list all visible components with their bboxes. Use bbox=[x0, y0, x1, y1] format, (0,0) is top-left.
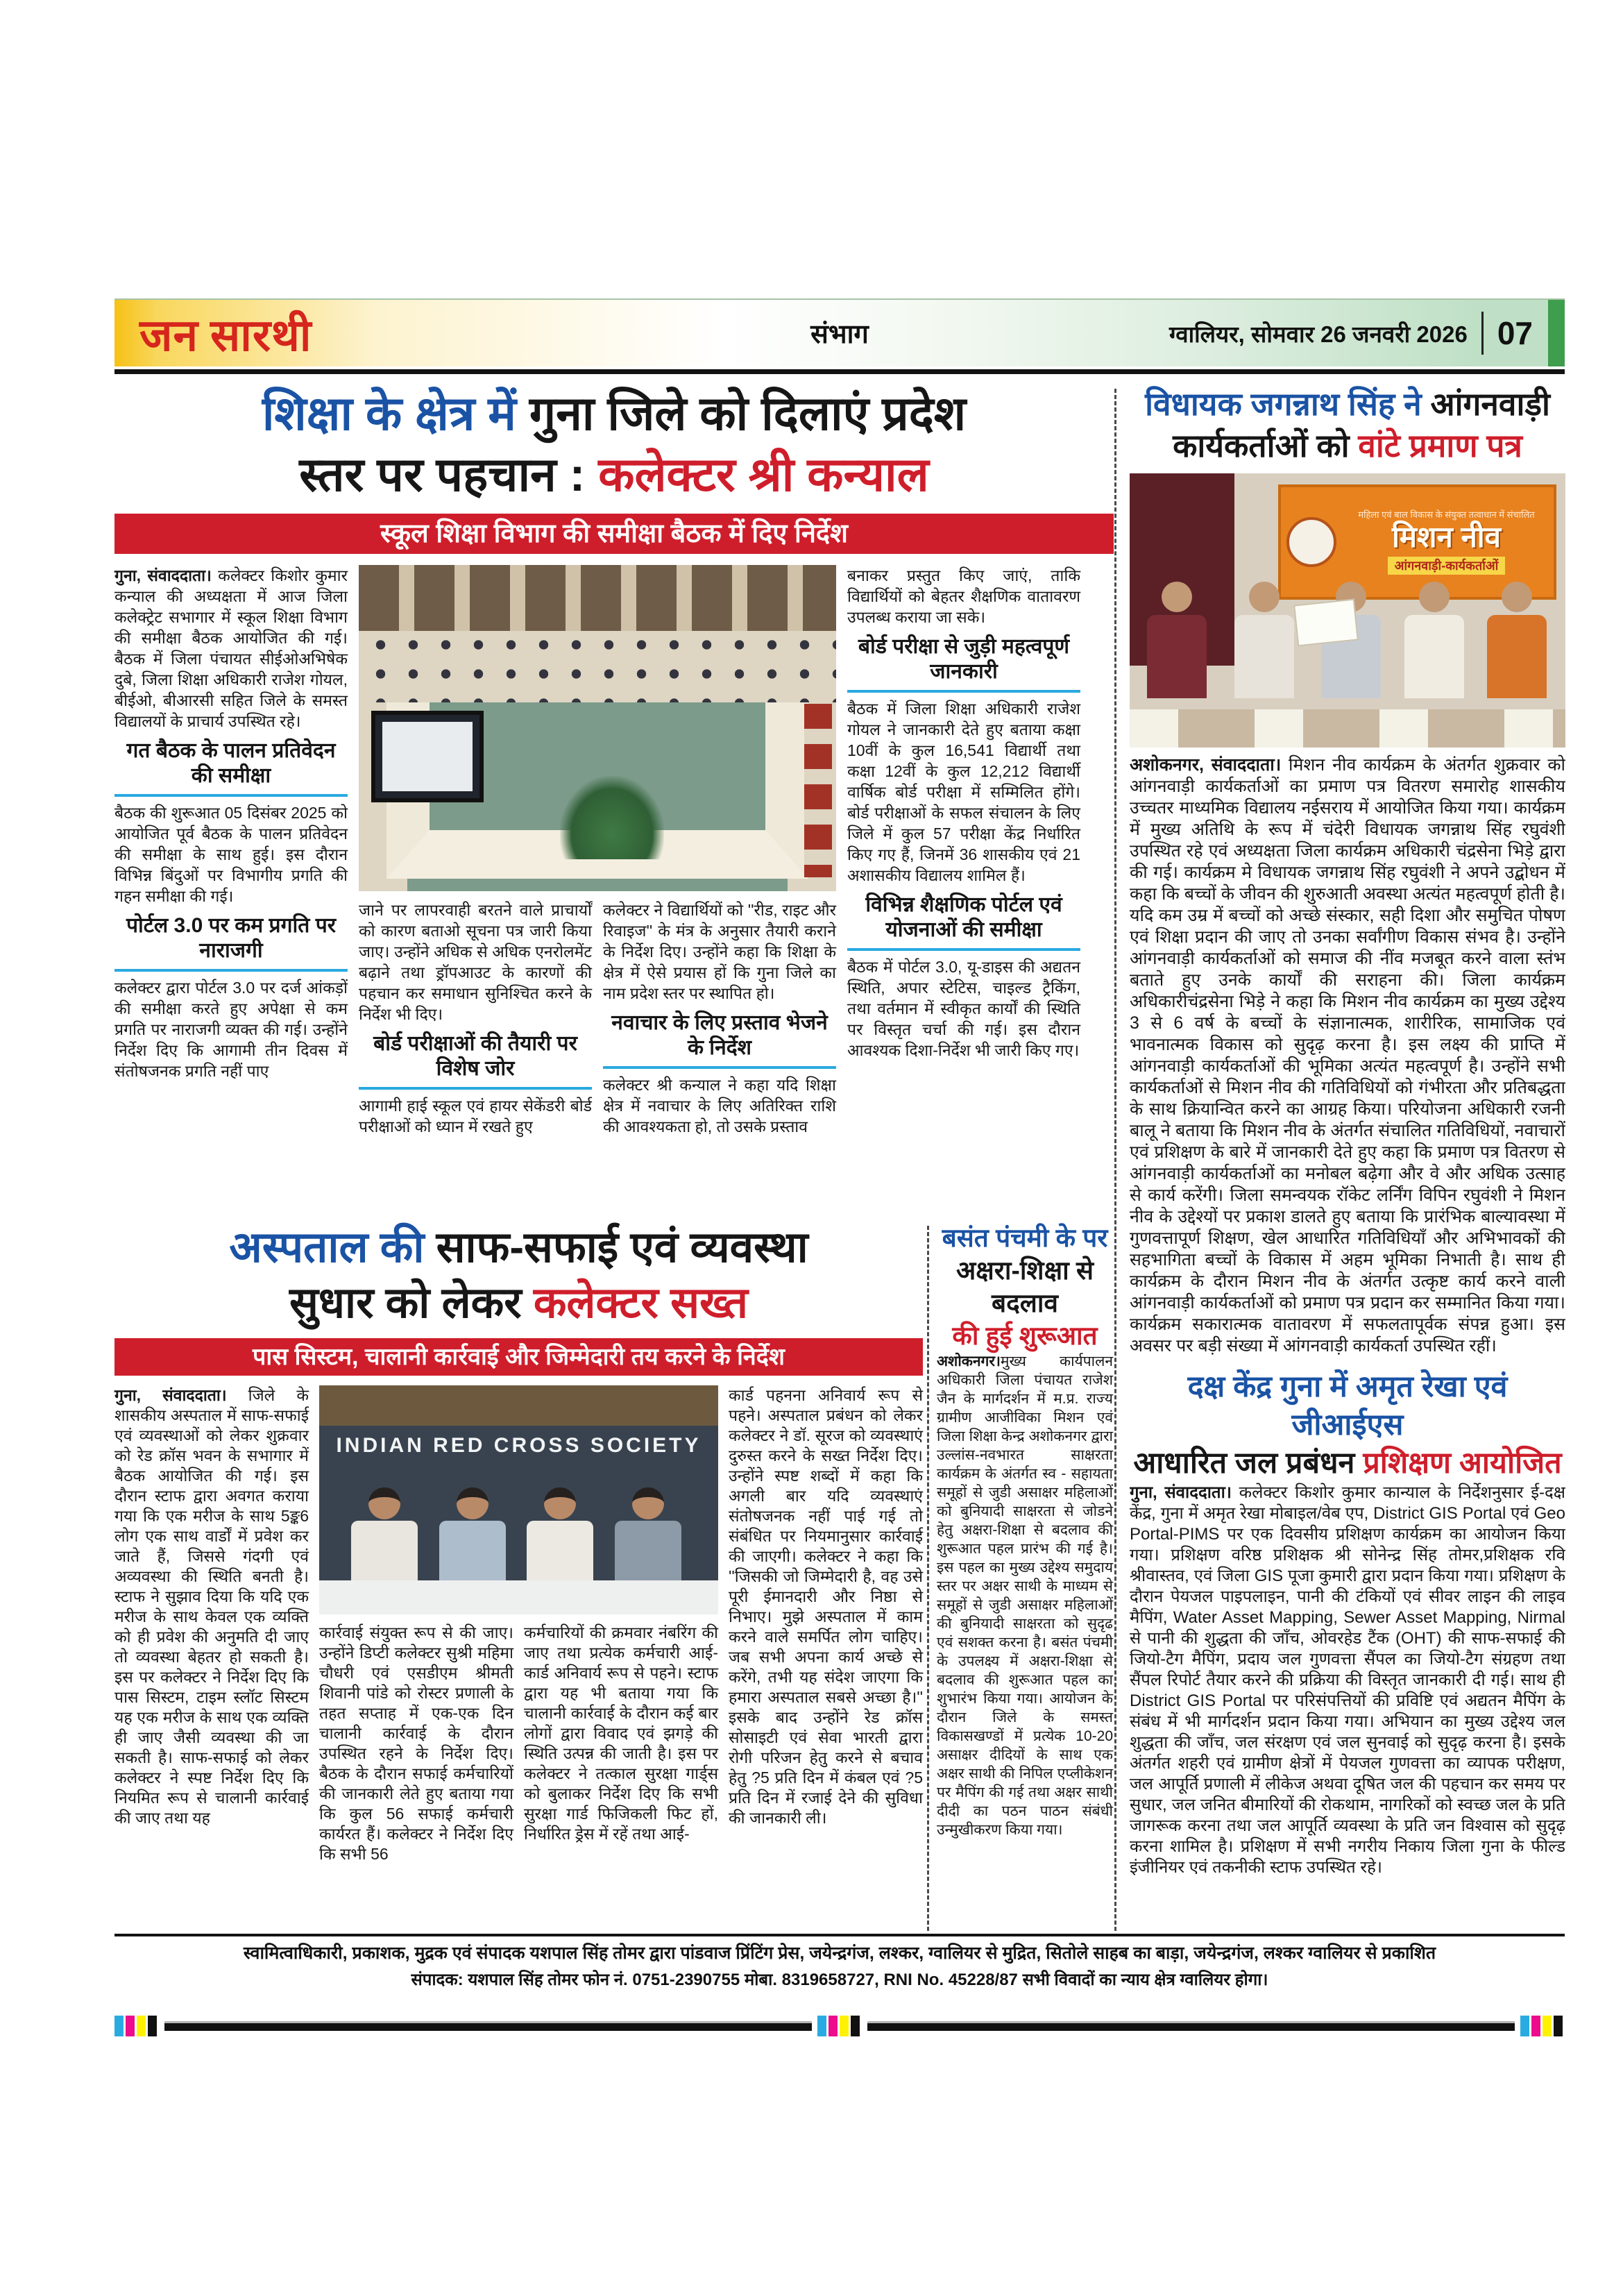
article3-strap-banner: पास सिस्टम, चालानी कार्रवाई और जिम्मेदारी तय करने के निर्देश bbox=[114, 1338, 923, 1376]
banner-logo-icon bbox=[1286, 517, 1336, 567]
photo-person bbox=[1487, 582, 1547, 698]
magenta-mark bbox=[829, 2016, 838, 2036]
article1-column-1 bbox=[114, 565, 348, 1137]
headline-part-black: साफ-सफाई एवं व्यवस्था bbox=[424, 1224, 808, 1272]
date-line: ग्वालियर, सोमवार 26 जनवरी 2026 bbox=[1169, 321, 1468, 347]
headline-part-blue: शिक्षा के क्षेत्र में bbox=[262, 387, 516, 440]
article3-column-1 bbox=[114, 1385, 309, 1864]
article1-column-4 bbox=[847, 565, 1080, 1137]
dateline: गुना, संवाददाता। bbox=[114, 566, 212, 584]
photo-person bbox=[615, 1487, 681, 1580]
paragraph: जिले के शासकीय अस्पताल में साफ-सफाई एवं व्यवस्थाओं को लेकर शुक्रवार को रेड क्रॉस भवन के सभागार में बैठक आयोजित की गई। इस दौरान स्टाफ द्वारा अवगत कराया गया कि एक मरीज के साथ 5ङ्क6 लोग एक साथ वार्डों में प्रवेश कर जाते हैं, जिससे गंदगी एवं अव्यवस्था की स्थिति बनती है। स्टाफ ने सुझाव दिया कि यदि एक मरीज के साथ केवल एक व्यक्ति को ही प्रवेश की अनुमति दी जाए तो व्यवस्था बेहतर हो सकती है। इस पर कलेक्टर ने निर्देश दिए कि पास सिस्टम, टाइम स्लॉट सिस्टम यह एक मरीज के साथ एक व्यक्ति ही जाए जैसी व्यवस्था की जा सकती है। साफ-सफाई को लेकर कलेक्टर ने स्पष्ट निर्देश दिए कि नियमित रूप से चालानी कार्रवाई की जाए तथा यह bbox=[114, 1386, 309, 1827]
dateline: गुना, संवाददाता। bbox=[114, 1386, 227, 1404]
article3-column-4 bbox=[729, 1385, 923, 1864]
right-rail bbox=[1130, 383, 1565, 1932]
masthead-rule bbox=[114, 369, 1565, 374]
photo-person bbox=[1234, 582, 1294, 698]
yellow-mark bbox=[137, 2016, 146, 2036]
dateline: अशोकनगर। bbox=[937, 1353, 1001, 1369]
subhead: नवाचार के लिए प्रस्ताव भेजने के निर्देश bbox=[603, 1008, 836, 1069]
article4-headline bbox=[937, 1222, 1113, 1352]
photo-audience bbox=[359, 626, 836, 702]
masthead-right bbox=[1169, 312, 1565, 355]
paragraph: बैठक में जिला शिक्षा अधिकारी राजेश गोयल ने जानकारी देते हुए बताया कक्षा 10वीं के कुल 16,541 विद्यार्थी तथा कक्षा 12वीं के कुल 12,212 विद्यार्थी वार्षिक बोर्ड परीक्षा में सम्मिलित होंगे। बोर्ड परीक्षाओं के सफल संचालन के लिए जिले में कुल 57 परीक्षा केंद्र निर्धारित किए गए हैं, जिनमें 36 शासकीय एवं 21 अशासकीय विद्यालय शामिल हैं। bbox=[847, 700, 1080, 884]
photo-chairs bbox=[804, 704, 832, 877]
cyan-mark bbox=[114, 2016, 124, 2036]
article3-column-2 bbox=[319, 1623, 513, 1864]
photo-certificate bbox=[1293, 598, 1359, 646]
article1-headline bbox=[114, 383, 1114, 505]
photo-plant bbox=[560, 776, 664, 859]
cyan-mark bbox=[1520, 2016, 1529, 2036]
column-separator bbox=[1114, 389, 1116, 1931]
column-separator bbox=[927, 1226, 929, 1931]
photo-table bbox=[1130, 709, 1565, 748]
paragraph: बैठक में पोर्टल 3.0, यू-डाइस की अद्यतन स्थिति, अपार स्टेटिस, चाइल्ड ट्रैकिंग, तथा वर्तमान में स्वीकृत कार्यों की स्थिति पर विस्तृत चर्चा की गई। इस दौरान आवश्यक दिशा-निर्देश भी जारी किए गए। bbox=[847, 958, 1080, 1059]
imprint-line-1: स्वामित्वाधिकारी, प्रकाशक, मुद्रक एवं संपादक यशपाल सिंह तोमर द्वारा पांडवाज प्रिंटिंग प्रेस, जयेन्द्रगंज, लश्कर, ग्वालियर से मुद्रित, सितोले साहब का बाड़ा, जयेन्द्रगंज, लश्कर ग्वालियर से प्रकाशित bbox=[243, 1943, 1436, 1963]
headline-part-black: स्तर पर पहचान : bbox=[299, 448, 599, 501]
certificate-photo bbox=[1130, 473, 1565, 748]
subhead: बोर्ड परीक्षा से जुड़ी महत्वपूर्ण जानकारी bbox=[847, 632, 1080, 693]
registration-bar bbox=[867, 2021, 1515, 2031]
article2-headline bbox=[1130, 383, 1565, 466]
headline-part-red: कलेक्टर सख्त bbox=[533, 1279, 748, 1327]
paragraph: कलेक्टर द्वारा पोर्टल 3.0 पर दर्ज आंकड़ों की समीक्षा करते हुए अपेक्षा से कम प्रगति पर नाराजगी व्यक्त की गई। उन्होंने निर्देश दिए कि आगामी तीन दिवस में संतोषजनक प्रगति नहीं पाए bbox=[114, 979, 348, 1080]
paragraph: बैठक की शुरूआत 05 दिसंबर 2025 को आयोजित पूर्व बैठक के पालन प्रतिवेदन की समीक्षा के साथ हुई। इस दौरान विभिन्न बिंदुओं पर विभागीय प्रगति की गहन समीक्षा की गई। bbox=[114, 804, 348, 905]
dateline: अशोकनगर, संवाददाता। bbox=[1130, 755, 1282, 775]
article-hospital bbox=[114, 1220, 923, 1864]
paragraph: मिशन नीव कार्यक्रम के अंतर्गत शुक्रवार को आंगनवाड़ी कार्यकर्ताओं का प्रमाण पत्र वितरण समारोह शासकीय उच्चतर माध्यमिक विद्यालय नईसराय में आयोजित किया गया। कार्यक्रम में मुख्य अतिथि के रूप में चंदेरी विधायक जगन्नाथ सिंह रघुवंशी उपस्थित रहे एवं अध्यक्षता जिला कार्यक्रम अधिकारी चंद्रसेना भिड़े द्वारा की गई। कार्यक्रम मे विधायक जगन्नाथ सिंह रघुवंशी ने अपने उद्बोधन में कहा कि बच्चों के जीवन की शुरुआती अवस्था अत्यंत महत्वपूर्ण होती है। यदि कम उम्र में बच्चों को अच्छे संस्कार, सही दिशा और समुचित पोषण एवं शिक्षा प्रदान की जाए तो उनका सर्वांगीण विकास संभव है। उन्होंने आंगनवाड़ी कार्यकर्ताओं को समाज की नींव मजबूत करने वाला स्तंभ बताते हुए उनके कार्यों की सराहना की। जिला कार्यक्रम अधिकारीचंद्रसेना भिड़े ने कहा कि मिशन नीव कार्यक्रम का मुख्य उद्देश्य 3 से 6 वर्ष के बच्चों के संज्ञानात्मक, शारीरिक, सामाजिक एवं भावनात्मक विकास को सुदृढ़ करना है। इस लक्ष्य की प्राप्ति में आंगनवाड़ी कार्यकर्ताओं की भूमिका अत्यंत महत्वपूर्ण है। उन्होंने सभी कार्यकर्ताओं से मिशन नीव की गतिविधियों को गंभीरता और प्रतिबद्धता के साथ क्रियान्वित करने का आग्रह किया। परियोजना अधिकारी रजनी बालू ने बताया कि मिशन नीव के अंतर्गत संचालित गतिविधियों, नवाचारों एवं प्रशिक्षण के बारे में जानकारी देते हुए कहा कि प्रमाण पत्र वितरण से आंगनवाड़ी कार्यकर्ताओं का मनोबल बढ़ेगा और वे और अधिक उत्साह से कार्य करेंगी। जिला समन्वयक रॉकेट लर्निंग विपिन रघुवंशी ने मिशन नीव के उद्देश्यों पर प्रकाश डालते हुए बताया कि प्रारंभिक बाल्यावस्था में गुणवत्तापूर्ण शिक्षण, खेल आधारित गतिविधियाँ और अभिभावकों की सहभागिता बच्चों के विकास में अहम भूमिका निभाती है। साथ ही कार्यक्रम के दौरान मिशन नीव के अंतर्गत उत्कृष्ट कार्य करने वाली आंगनवाड़ी कार्यकर्ताओं को प्रमाण पत्र प्रदान कर सम्मानित किया गया। कार्यक्रम सकारात्मक वातावरण में सफलतापूर्वक संपन्न हुआ। इस अवसर पर बड़ी संख्या में आंगनवाड़ी कार्यकर्ता उपस्थित रहीं। bbox=[1130, 755, 1565, 1356]
paragraph: कार्ड पहनना अनिवार्य रूप से पहने। अस्पताल प्रबंधन को लेकर कलेक्टर ने डॉ. सूरज को व्यवस्थाएं दुरुस्त करने के सख्त निर्देश दिए। उन्होंने स्पष्ट शब्दों में कहा कि अगली बार यदि व्यवस्थाएं संतोषजनक नहीं पाई गई तो संबंधित पर नियमानुसार कार्रवाई की जाएगी। कलेक्टर ने कहा कि ''जिसकी जो जिम्मेदारी है, वह उसे पूरी ईमानदारी और निष्ठा से निभाए। मुझे अस्पताल में काम करने वाले समर्पित लोग चाहिए। जब सभी अपना कार्य अच्छे से करेंगे, तभी यह संदेश जाएगा कि हमारा अस्पताल सबसे अच्छा है।'' इसके बाद उन्होंने रेड क्रॉस सोसाइटी एवं सेवा भारती द्वारा रोगी परिजन हेतु करने से बचाव हेतु ?5 प्रति दिन में कंबल एवं ?5 प्रति दिन में रजाई देने की सुविधा की जानकारी ली। bbox=[729, 1386, 923, 1827]
article1-column-2 bbox=[359, 900, 592, 1137]
headline-part-black: आंगनवाड़ी bbox=[1421, 386, 1550, 422]
article5-headline bbox=[1130, 1368, 1565, 1483]
article4-body bbox=[937, 1352, 1113, 1839]
cyan-mark bbox=[817, 2016, 826, 2036]
photo-tv-screen bbox=[371, 711, 484, 802]
photo-person bbox=[351, 1487, 418, 1580]
paragraph: कार्रवाई संयुक्त रूप से की जाए। उन्होंने डिप्टी कलेक्टर सुश्री महिमा चौधरी एवं एसडीएम श्रीमती शिवानी पांडे को रोस्टर प्रणाली के तहत सप्ताह में एक-एक दिन चालानी कार्रवाई के दौरान उपस्थित रहने के निर्देश दिए। बैठक के दौरान सफाई कर्मचारियों की जानकारी लेते हुए बताया गया कि कुल 56 सफाई कर्मचारी कार्यरत हैं। कलेक्टर ने निर्देश दिए कि सभी 56 bbox=[319, 1623, 513, 1863]
photo-windows bbox=[359, 565, 836, 631]
headline-part-black: सुधार को लेकर bbox=[289, 1279, 534, 1327]
banner-top-line: महिला एवं बाल विकास के संयुक्त तत्वाधान में संचालित bbox=[1358, 509, 1535, 520]
black-mark bbox=[851, 2016, 860, 2036]
paragraph: कर्मचारियों की क्रमवार नंबरिंग की जाए तथा प्रत्येक कर्मचारी आई-कार्ड अनिवार्य रूप से पहने। स्टाफ द्वारा यह भी बताया गया कि चालानी कार्रवाई के दौरान कई बार लोगों द्वारा विवाद एवं झगड़े की स्थिति उत्पन्न की जाती है। इस पर कलेक्टर ने तत्काल सुरक्षा गार्ड्स को बुलाकर निर्देश दिए कि सभी सुरक्षा गार्ड फिजिकली फिट हों, निर्धारित ड्रेस में रहें तथा आई- bbox=[524, 1623, 718, 1843]
headline-part-black: अक्षरा-शिक्षा से बदलाव bbox=[956, 1256, 1094, 1317]
paragraph: कलेक्टर किशोर कुमार कन्याल की अध्यक्षता में आज जिला कलेक्ट्रेट सभागार में स्कूल शिक्षा विभाग की समीक्षा बैठक आयोजित की गई। बैठक में जिला पंचायत सीईओअभिषेक दुबे, जिला शिक्षा अधिकारी राजेश गोयल, बीईओ, बीआरसी सहित जिले के समस्त विद्यालयों के प्राचार्य उपस्थित रहे। bbox=[114, 566, 348, 730]
magenta-mark bbox=[126, 2016, 135, 2036]
paragraph: कलेक्टर श्री कन्याल ने कहा यदि शिक्षा क्षेत्र में नवाचार के लिए अतिरिक्त राशि की आवश्यकता हो, तो उसके प्रस्ताव bbox=[603, 1076, 836, 1136]
article-education-review bbox=[114, 383, 1114, 1137]
paragraph: जाने पर लापरवाही बरतने वाले प्राचार्यों को कारण बताओ सूचना पत्र जारी किया जाए। उन्होंने अधिक से अधिक एनरोलमेंट बढ़ाने तथा ड्रॉपआउट के कारणों की पहचान कर समाधान सुनिश्चित करने के निर्देश भी दिए। bbox=[359, 901, 592, 1023]
headline-part-blue: अस्पताल की bbox=[229, 1224, 425, 1272]
black-mark bbox=[148, 2016, 157, 2036]
headline-part-black: आधारित जल प्रबंधन bbox=[1133, 1446, 1363, 1480]
registration-bar bbox=[164, 2021, 812, 2031]
meeting-photo bbox=[359, 565, 836, 891]
banner-title: मिशन नीव bbox=[1391, 520, 1502, 553]
headline-part-blue: दक्ष केंद्र गुना में अमृत रेखा एवं जीआईएस bbox=[1187, 1370, 1508, 1442]
photo-person bbox=[439, 1487, 506, 1580]
photo-table bbox=[319, 1580, 718, 1615]
headline-part-black: गुना जिले को दिलाएं प्रदेश bbox=[516, 387, 967, 440]
paragraph: कलेक्टर ने विद्यार्थियों को ''रीड, राइट और रिवाइज'' के मंत्र के अनुसार तैयारी कराने के निर्देश दिए। उन्होंने कहा कि शिक्षा के क्षेत्र में ऐसे प्रयास हों कि गुना जिले का नाम प्रदेश स्तर पर स्थापित हो। bbox=[603, 901, 836, 1002]
black-mark bbox=[1554, 2016, 1563, 2036]
headline-part-red: प्रशिक्षण आयोजित bbox=[1363, 1446, 1562, 1480]
photo-person bbox=[527, 1487, 593, 1580]
photo-banner-text: INDIAN RED CROSS SOCIETY bbox=[336, 1434, 702, 1457]
page-number: 07 bbox=[1497, 315, 1533, 351]
subhead: विभिन्न शैक्षणिक पोर्टल एवं योजनाओं की समीक्षा bbox=[847, 890, 1080, 951]
paragraph: मुख्य कार्यपालन अधिकारी जिला पंचायत राजेश जैन के मार्गदर्शन में म.प्र. राज्य ग्रामीण आजीविका मिशन एवं जिला शिक्षा केन्द्र अशोकनगर द्वारा उल्लांस-नवभारत साक्षरता कार्यक्रम के अंतर्गत स्व - सहायता समूहों से जुडी असाक्षर महिलाओं को बुनियादी साक्षरता से जोडने हेतु अक्षरा-शिक्षा से बदलाव की शुरूआत पहल प्रारंभ की गई है। इस पहल का मुख्य उद्देश्य समुदाय स्तर पर अक्षर साथी के माध्यम से समूहों से जुडी असाक्षर महिलाओं की बुनियादी साक्षरता को सुदृढ एवं सशक्त करना है। बसंत पंचमी के उपलक्ष्य में अक्षरा-शिक्षा से बदलाव की शुरूआत पहल का शुभारंभ किया गया। आयोजन के दौरान जिले के समस्त विकासखण्डों में प्रत्येक 10-20 असाक्षर दीदियों के साथ एक अक्षर साथी की निपिल एप्लीकेशन पर मैपिंग की गई तथा अक्षर साथी दीदी का पठन पाठन संबंधी उन्मुखीकरण किया गया। bbox=[937, 1353, 1113, 1838]
masthead-green-bar bbox=[1548, 300, 1565, 366]
headline-part-red: वांटे प्रमाण पत्र bbox=[1358, 428, 1522, 464]
headline-part-blue: बसंत पंचमी के पर bbox=[942, 1224, 1108, 1252]
article1-middle-block bbox=[359, 565, 836, 1137]
red-cross-photo bbox=[319, 1385, 718, 1614]
paragraph: आगामी हाई स्कूल एवं हायर सेकेंडरी बोर्ड परीक्षाओं को ध्यान में रखते हुए bbox=[359, 1097, 592, 1136]
article1-strap-banner: स्कूल शिक्षा विभाग की समीक्षा बैठक में दिए निर्देश bbox=[114, 514, 1114, 554]
article1-column-3 bbox=[603, 900, 836, 1137]
article5-body bbox=[1130, 1483, 1565, 1878]
subhead: गत बैठक के पालन प्रतिवेदन की समीक्षा bbox=[114, 736, 348, 797]
yellow-mark bbox=[840, 2016, 849, 2036]
masthead-divider bbox=[1481, 312, 1484, 355]
paper-title: जन सारथी bbox=[139, 310, 312, 360]
imprint-line-2: संपादक: यशपाल सिंह तोमर फोन नं. 0751-2390755 मोबा. 8319658727, RNI No. 45228/87 सभी विवादों का न्याय क्षेत्र ग्वालियर होगा। bbox=[411, 1970, 1268, 1989]
article3-column-3 bbox=[524, 1623, 718, 1864]
banner-badge: आंगनवाड़ी-कार्यकर्ताओं bbox=[1388, 557, 1506, 575]
dateline: गुना, संवाददाता। bbox=[1130, 1483, 1232, 1502]
subhead: बोर्ड परीक्षाओं की तैयारी पर विशेष जोर bbox=[359, 1029, 592, 1090]
subhead: पोर्टल 3.0 पर कम प्रगति पर नाराजगी bbox=[114, 911, 348, 972]
article3-headline bbox=[114, 1220, 923, 1331]
photo-person bbox=[1404, 582, 1464, 698]
masthead bbox=[114, 298, 1565, 366]
headline-part-red: की हुई शुरूआत bbox=[952, 1322, 1098, 1350]
article-literacy bbox=[937, 1222, 1113, 1839]
magenta-mark bbox=[1531, 2016, 1540, 2036]
paragraph: कलेक्टर किशोर कुमार कान्याल के निर्देशनुसार ई-दक्ष केंद्र, गुना में अमृत रेखा मोबाइल/वेब एप, District GIS Portal एवं Geo Portal-PIMS पर एक दिवसीय प्रशिक्षण कार्यक्रम का आयोजन किया गया। प्रशिक्षण वरिष्ठ प्रशिक्षक श्री सोनेन्द्र सिंह तोमर,प्रशिक्षक रवि श्रीवास्तव, एवं जिला GIS पूजा कुमारी द्वारा प्रदान किया गया। प्रशिक्षण के दौरान पेयजल पाइपलाइन, पानी की टंकियों एवं सीवर लाइन की लाइव मैपिंग, Water Asset Mapping, Sewer Asset Mapping, Nirmal से पानी की शुद्धता की जाँच, ओवरहेड टैंक (OHT) की साफ-सफाई की जियो-टैग मैपिंग, प्रदाय जल गुणवत्ता सैंपल का जियो-टैग संग्रहण तथा सैंपल रिपोर्ट तैयार करने की प्रक्रिया की विस्तृत जानकारी दी गई। साथ ही District GIS Portal पर परिसंपत्तियों की प्रविष्टि एवं अद्यतन मैपिंग के संबंध में भी मार्गदर्शन प्रदान किया गया। अभियान का मुख्य उद्देश्य जल शुद्धता की जाँच, जल संरक्षण एवं जल सुनवाई को सुदृढ़ करना है। इसके अंतर्गत शहरी एवं ग्रामीण क्षेत्रों में पेयजल गुणवत्ता का व्यापक परीक्षण, जल आपूर्ति प्रणाली में लीकेज अथवा दूषित जल की पहचान कर समय पर सुधार, जल जनित बीमारियों की रोकथाम, नागरिकों को स्वच्छ जल के प्रति जागरूक करना तथा जल आपूर्ति व्यवस्था के प्रति जन विश्वास को सुदृढ़ करना शामिल है। प्रशिक्षण में सभी नगरीय निकाय जिला गुना के फील्ड इंजीनियर एवं तकनीकी स्टाफ उपस्थित रहे। bbox=[1130, 1483, 1565, 1877]
headline-part-blue: विधायक जगन्नाथ सिंह ने bbox=[1145, 386, 1422, 422]
article3-middle-block bbox=[319, 1385, 718, 1864]
footer-rule bbox=[114, 1934, 1565, 1936]
photo-board bbox=[319, 1385, 718, 1426]
section-label: संभाग bbox=[810, 320, 869, 349]
paragraph: बनाकर प्रस्तुत किए जाएं, ताकि विद्यार्थियों को बेहतर शैक्षणिक वातावरण उपलब्ध कराया जा सके। bbox=[847, 566, 1080, 626]
headline-part-black: कार्यकर्ताओं को bbox=[1173, 428, 1359, 464]
article1-columns bbox=[114, 565, 1114, 1137]
headline-part-red: कलेक्टर श्री कन्याल bbox=[598, 448, 929, 501]
yellow-mark bbox=[1543, 2016, 1552, 2036]
photo-person bbox=[1147, 582, 1207, 698]
article3-columns bbox=[114, 1385, 923, 1864]
print-registration-marks bbox=[114, 2014, 1565, 2038]
article2-body bbox=[1130, 754, 1565, 1357]
